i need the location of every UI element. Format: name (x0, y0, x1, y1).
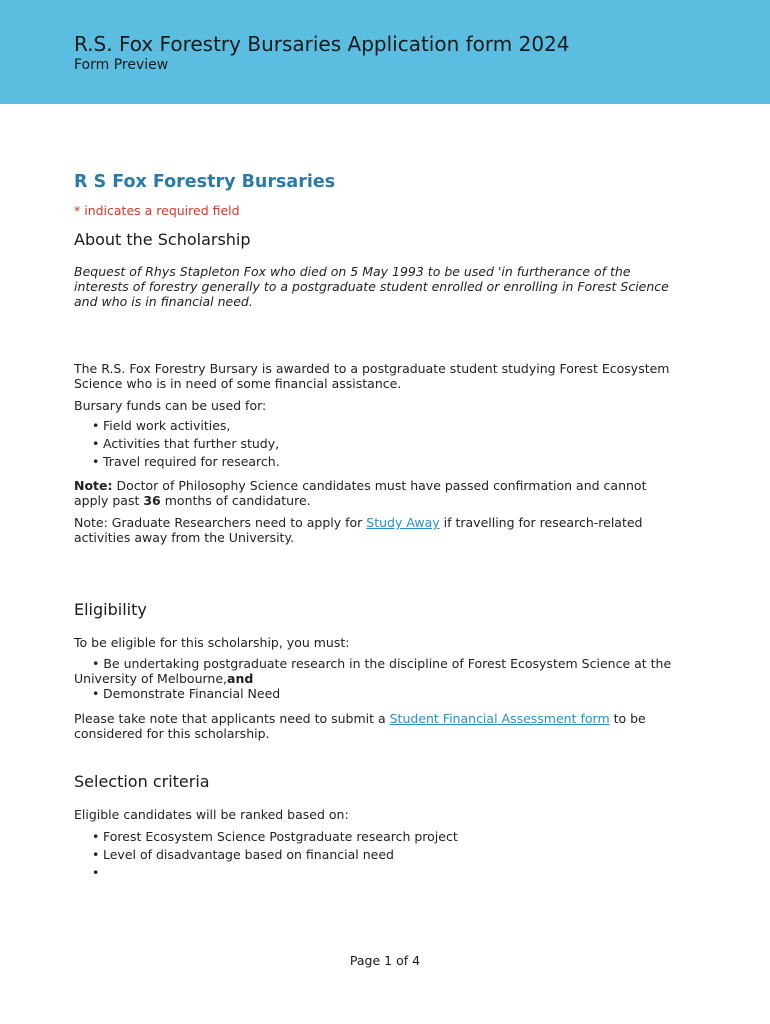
note-text: months of candidature. (160, 493, 311, 508)
financial-assessment-note (74, 711, 674, 741)
eligibility-list (74, 656, 674, 701)
bullet: • (92, 865, 100, 880)
study-away-note (74, 515, 674, 545)
selection-intro: Eligible candidates will be ranked based on: (74, 807, 349, 822)
bequest-text: Bequest of Rhys Stapleton Fox who died on 5 May 1993 to be used 'in furtherance of the interests of forestry generally to a postgraduate student enrolled or enrolling in Forest Science and who is in financial need. (74, 264, 669, 309)
page-number: Page 1 of 4 (349, 953, 421, 968)
months-value: 36 (143, 493, 161, 508)
list-item-text: Activities that further study, (103, 436, 280, 451)
list-item (74, 686, 674, 701)
bullet: • (92, 847, 100, 862)
form-content (74, 170, 674, 880)
bullet: • (92, 656, 100, 671)
page-title: R.S. Fox Forestry Bursaries Application form 2024 (74, 32, 570, 56)
funds-list (74, 418, 674, 469)
note-label: Note: (74, 478, 113, 493)
bullet: • (92, 829, 100, 844)
list-item-text: Travel required for research. (103, 454, 280, 469)
note-text: if travelling for research-related activities away from the University. (74, 515, 643, 545)
list-item-text: Level of disadvantage based on financial need (103, 847, 394, 862)
list-item (74, 418, 674, 433)
about-heading: About the Scholarship (74, 230, 251, 249)
bullet: • (92, 418, 100, 433)
funds-intro: Bursary funds can be used for: (74, 398, 267, 413)
phd-note (74, 478, 674, 508)
list-item-bold: and (227, 671, 254, 686)
bullet: • (92, 454, 100, 469)
eligibility-intro: To be eligible for this scholarship, you must: (74, 635, 350, 650)
selection-heading: Selection criteria (74, 772, 210, 791)
list-item (74, 454, 674, 469)
eligibility-heading: Eligibility (74, 600, 147, 619)
study-away-link[interactable]: Study Away (366, 515, 440, 530)
list-item-text: Be undertaking postgraduate research in the discipline of Forest Ecosystem Science at the University of Melbourne, (74, 656, 672, 686)
bullet: • (92, 686, 100, 701)
bullet: • (92, 436, 100, 451)
note-text: Note: Graduate Researchers need to apply for (74, 515, 367, 530)
list-item (74, 847, 674, 862)
required-field-note: * indicates a required field (74, 203, 240, 218)
list-item (74, 436, 674, 451)
note-text: Please take note that applicants need to submit a (74, 711, 390, 726)
bursary-description: The R.S. Fox Forestry Bursary is awarded to a postgraduate student studying Forest Ecosystem Science who is in need of some financial assistance. (74, 361, 670, 391)
list-item-text: Demonstrate Financial Need (103, 686, 281, 701)
list-item-text: Forest Ecosystem Science Postgraduate research project (103, 829, 458, 844)
note-text: to be considered for this scholarship. (74, 711, 646, 741)
financial-assessment-link[interactable]: Student Financial Assessment form (389, 711, 610, 726)
note-text: Doctor of Philosophy Science candidates must have passed confirmation and cannot apply past (74, 478, 647, 508)
page-header (0, 0, 770, 104)
selection-list (74, 829, 674, 880)
list-item-text: Field work activities, (103, 418, 231, 433)
form-title: R S Fox Forestry Bursaries (74, 172, 336, 192)
list-item (74, 656, 674, 686)
page-subtitle: Form Preview (74, 57, 169, 73)
list-item (74, 829, 674, 844)
